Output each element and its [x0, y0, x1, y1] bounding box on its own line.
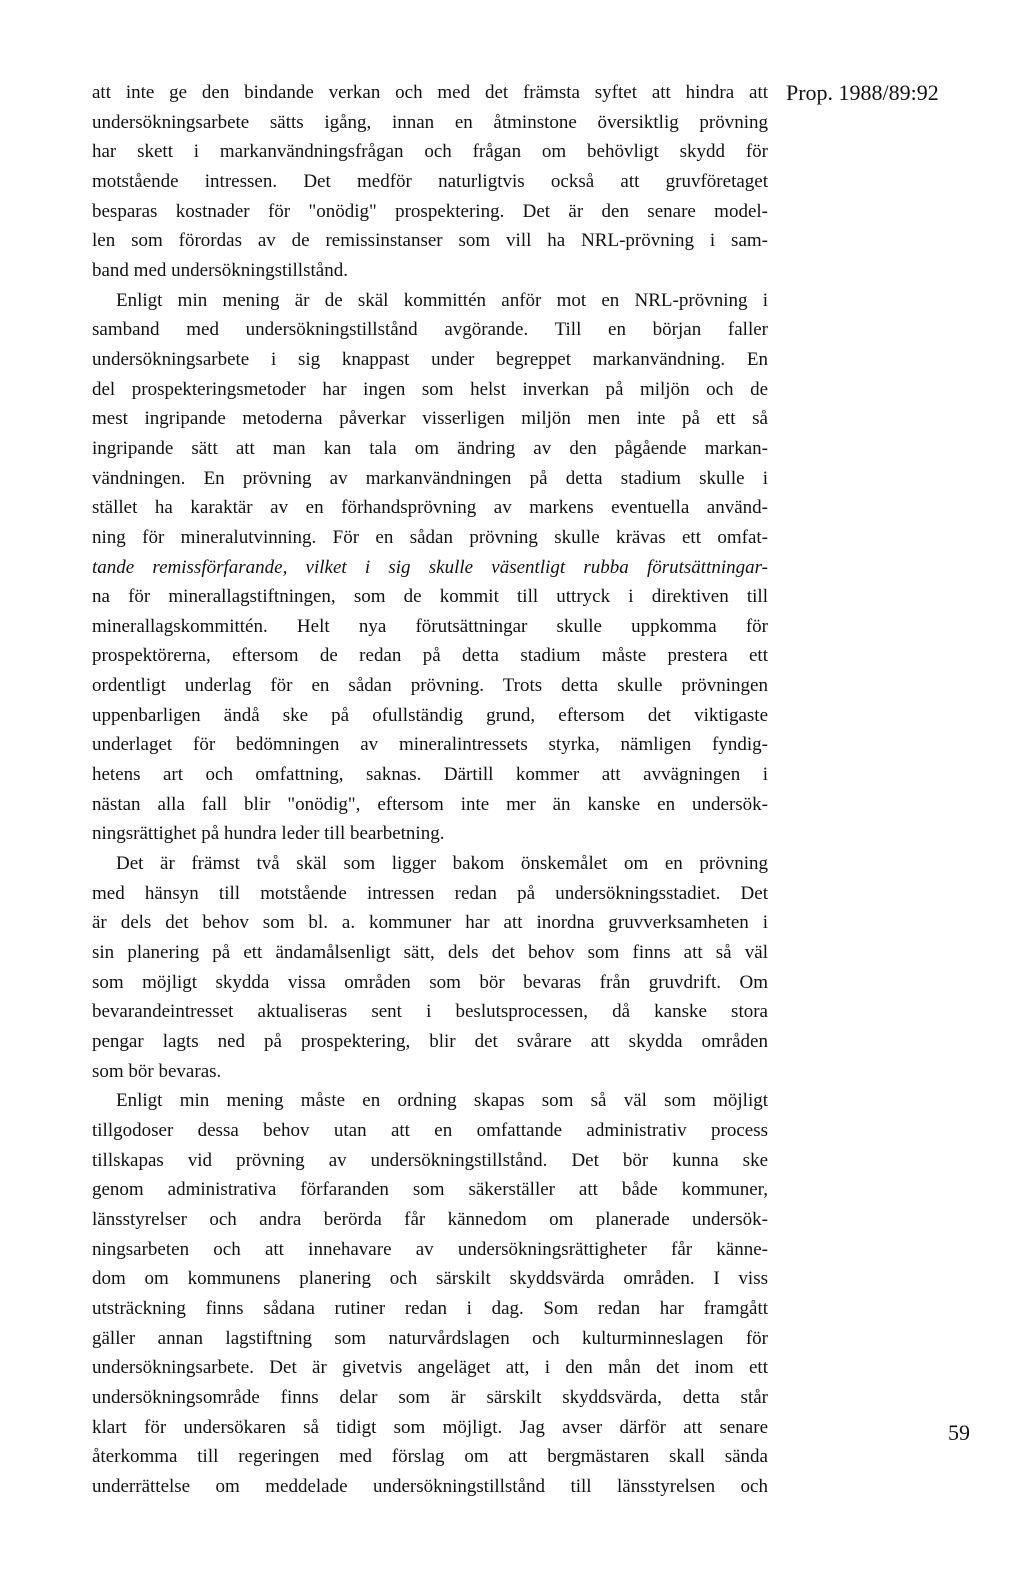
text-line: nästan alla fall blir "onödig", eftersom inte mer än kanske en undersök- [92, 793, 768, 815]
text-line: band med undersökningstillstånd. [92, 259, 348, 281]
text-line: utsträckning finns sådana rutiner redan i dag. Som redan har framgått [92, 1297, 768, 1319]
text-line: pengar lagts ned på prospektering, blir det svårare att skydda områden [92, 1031, 768, 1052]
text-line: ingripande sätt att man kan tala om ändring av den pågående markan- [92, 437, 768, 459]
text-line: vändningen. En prövning av markanvändningen på detta stadium skulle i [92, 467, 768, 489]
text-line: Enligt min mening måste en ordning skapas som så väl som möjligt [116, 1090, 768, 1112]
text-line: undersökningsarbete. Det är givetvis angeläget att, i den mån det inom ett [92, 1357, 768, 1379]
text-line: samband med undersökningstillstånd avgörande. Till en början faller [92, 319, 768, 341]
text-line: som möjligt skydda vissa områden som bör bevaras från gruvdrift. Om [92, 971, 768, 993]
paragraph-4 [92, 1086, 768, 1501]
text-line: mest ingripande metoderna påverkar visserligen miljön men inte på ett så [92, 408, 768, 430]
text-line: genom administrativa förfaranden som säkerställer att både kommuner, [92, 1179, 768, 1201]
text-line: återkomma till regeringen med förslag om att bergmästaren skall sända [92, 1446, 768, 1468]
text-line: na för minerallagstiftningen, som de kommit till uttryck i direktiven till [92, 586, 768, 608]
text-line: Det är främst två skäl som ligger bakom önskemålet om en prövning [116, 853, 768, 875]
text-line: att inte ge den bindande verkan och med det främsta syftet att hindra att [92, 82, 768, 103]
text-line: ningsarbeten och att innehavare av undersökningsrättigheter får känne- [92, 1238, 768, 1260]
paragraph-1 [92, 78, 768, 286]
text-line: hetens art och omfattning, saknas. Därtill kommer att avvägningen i [92, 764, 768, 786]
text-line: motstående intressen. Det medför naturligtvis också att gruvföretaget [92, 170, 768, 192]
text-line: undersökningsarbete i sig knappast under begreppet markanvändning. En [92, 348, 768, 370]
text-line: prospektörerna, eftersom de redan på detta stadium måste prestera ett [92, 645, 768, 667]
text-line: tande remissförfarande, vilket i sig skulle väsentligt rubba förutsättningar- [92, 556, 768, 578]
body-text [92, 78, 768, 1502]
text-line: len som förordas av de remissinstanser som vill ha NRL-prövning i sam- [92, 230, 768, 252]
text-line: ordentligt underlag för en sådan prövning. Trots detta skulle prövningen [92, 675, 768, 697]
text-line: sin planering på ett ändamålsenligt sätt, dels det behov som finns att så väl [92, 942, 768, 964]
text-line: är dels det behov som bl. a. kommuner har att inordna gruvverksamheten i [92, 912, 768, 934]
text-line: uppenbarligen ändå ske på ofullständig grund, eftersom det viktigaste [92, 704, 768, 726]
text-line: besparas kostnader för "onödig" prospektering. Det är den senare model- [92, 200, 768, 222]
text-line: underrättelse om meddelade undersökningstillstånd till länsstyrelsen och [92, 1475, 768, 1497]
text-line: ningsrättighet på hundra leder till bearbetning. [92, 823, 445, 845]
text-line: del prospekteringsmetoder har ingen som helst inverkan på miljön och de [92, 378, 768, 400]
text-line: har skett i markanvändningsfrågan och frågan om behövligt skydd för [92, 141, 768, 163]
text-line: klart för undersökaren så tidigt som möjligt. Jag avser därför att senare [92, 1416, 768, 1438]
text-line: tillgodoser dessa behov utan att en omfattande administrativ process [92, 1119, 768, 1141]
text-line: minerallagskommittén. Helt nya förutsättningar skulle uppkomma för [92, 615, 768, 637]
text-line: bevarandeintresset aktualiseras sent i beslutsprocessen, då kanske stora [92, 1001, 768, 1023]
paragraph-3 [92, 849, 768, 1086]
text-line: tillskapas vid prövning av undersökningstillstånd. Det bör kunna ske [92, 1149, 768, 1171]
text-line: som bör bevaras. [92, 1060, 222, 1082]
text-line: ning för mineralutvinning. För en sådan prövning skulle krävas ett omfat- [92, 526, 768, 548]
text-line: underlaget för bedömningen av mineralintressets styrka, nämligen fyndig- [92, 734, 768, 756]
proposition-reference: Prop. 1988/89:92 [786, 80, 939, 105]
text-line: länsstyrelser och andra berörda får kännedom om planerade undersök- [92, 1208, 768, 1230]
paragraph-2 [92, 286, 768, 849]
page-number: 59 [948, 1420, 970, 1445]
text-line: med hänsyn till motstående intressen redan på undersökningsstadiet. Det [92, 882, 768, 904]
text-line: stället ha karaktär av en förhandsprövning av markens eventuella använd- [92, 497, 768, 519]
text-line: dom om kommunens planering och särskilt skyddsvärda områden. I viss [92, 1268, 768, 1290]
text-line: undersökningsområde finns delar som är särskilt skyddsvärda, detta står [92, 1386, 768, 1408]
text-line: Enligt min mening är de skäl kommittén anför mot en NRL-prövning i [116, 289, 768, 311]
text-line: gäller annan lagstiftning som naturvårdslagen och kulturminneslagen för [92, 1327, 768, 1349]
text-line: undersökningsarbete sätts igång, innan en åtminstone översiktlig prövning [92, 111, 768, 133]
